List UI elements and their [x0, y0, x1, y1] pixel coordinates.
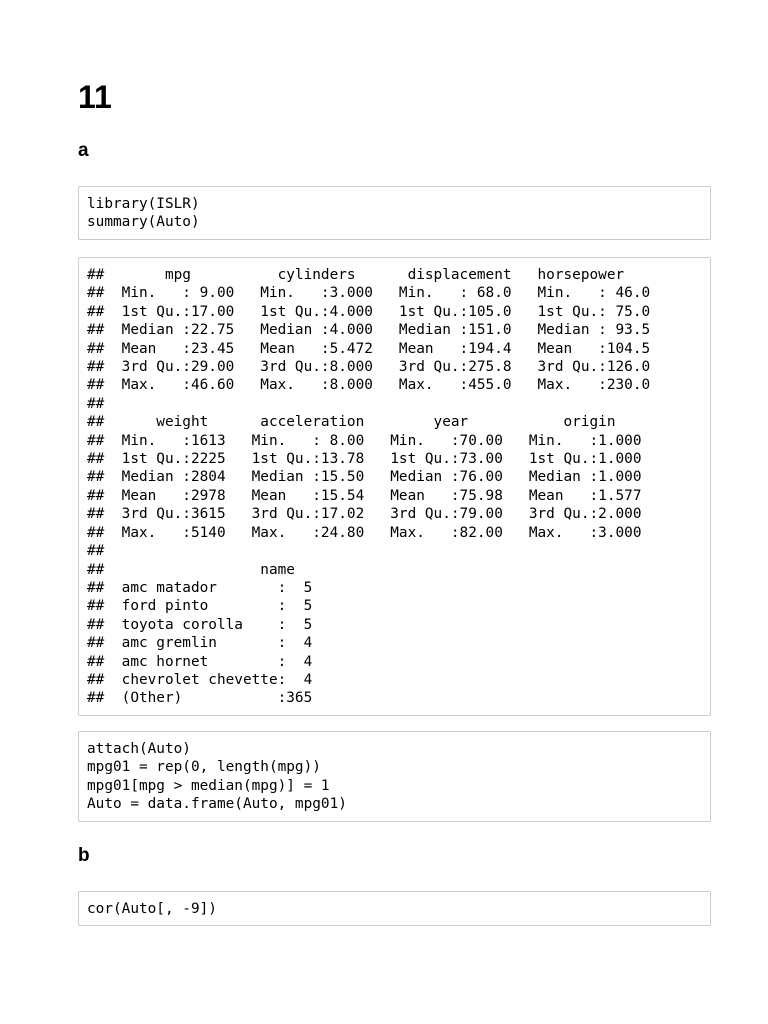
output-block-summary: ## mpg cylinders displacement horsepower ## Min. : 9.00 Min. :3.000 Min. : 68.0 Min. : 46.0 ## 1st Qu.:17.00 1st Qu.:4.000 1st Qu.:105.0 1st Qu.: 75.0 ## Median :22.75 Median :4.000 Median :151.0 Median : 93.5 ## Mean :23.45 Mean :5.472 Mean :194.4 Mean :104.5 ## 3rd Qu.:29.00 3rd Qu.:8.000 3rd Qu.:275.8 3rd Qu.:126.0 ## Max. :46.60 Max. :8.000 Max. :455.0 Max. :230.0 ## ## weight acceleration year origin ## Min. :1613 Min. : 8.00 Min. :70.00 Min. :1.000 ## 1st Qu.:2225 1st Qu.:13.78 1st Qu.:73.00 1st Qu.:1.000 ## Median :2804 Median :15.50 Median :76.00 Median :1.000 ## Mean :2978 Mean :15.54 Mean :75.98 Mean :1.577 ## 3rd Qu.:3615 3rd Qu.:17.02 3rd Qu.:79.00 3rd Qu.:2.000 ## Max. :5140 Max. :24.80 Max. :82.00 Max. :3.000 ## ## name ## amc matador : 5 ## ford pinto : 5 ## toyota corolla : 5 ## amc gremlin : 4 ## amc hornet : 4 ## chevrolet chevette: 4 ## (Other) :365 — [78, 257, 711, 716]
subsection-heading-a: a — [78, 140, 89, 161]
code-block-load-library: library(ISLR) summary(Auto) — [78, 186, 711, 240]
code-block-correlation: cor(Auto[, -9]) — [78, 891, 711, 926]
subsection-heading-b: b — [78, 845, 90, 866]
code-block-create-mpg01: attach(Auto) mpg01 = rep(0, length(mpg)) mpg01[mpg > median(mpg)] = 1 Auto = data.frame(Auto, mpg01) — [78, 731, 711, 822]
section-title: 11 — [78, 79, 112, 115]
